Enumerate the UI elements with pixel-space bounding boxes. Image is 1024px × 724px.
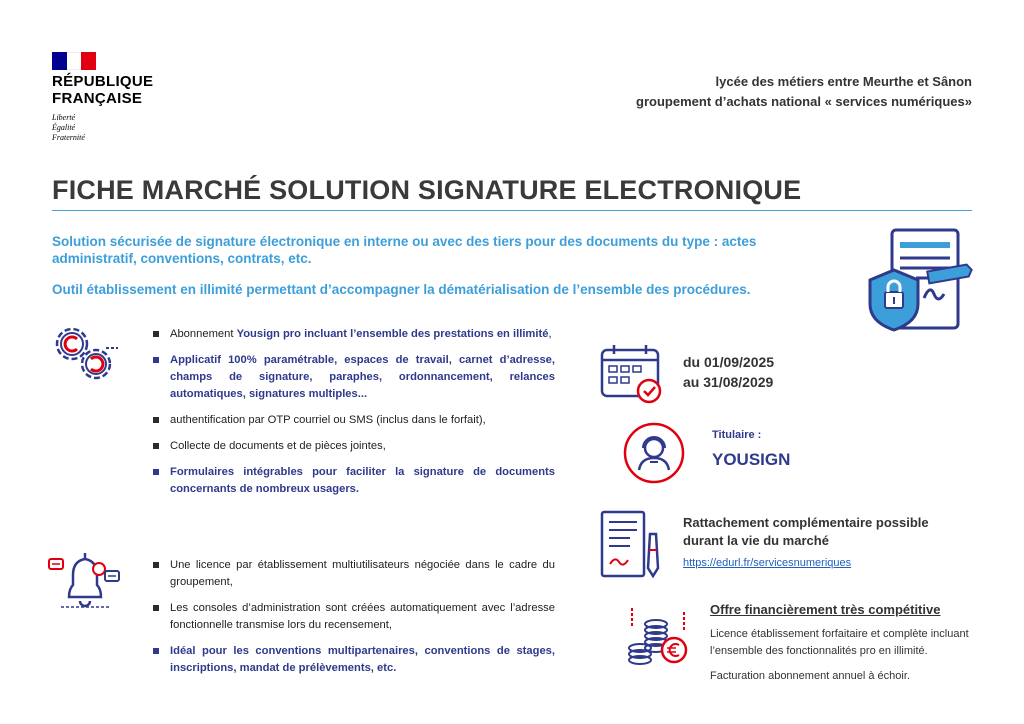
attachment-note (683, 514, 929, 550)
page-title: FICHE MARCHÉ SOLUTION SIGNATURE ELECTRONIQUE (52, 175, 802, 205)
notification-bell-icon (47, 551, 122, 613)
calendar-check-icon (600, 344, 664, 404)
document-signature-icon (868, 228, 973, 333)
brand-name-line2: FRANÇAISE (52, 90, 143, 107)
period-start: du 01/09/2025 (683, 354, 775, 370)
attachment-line2: durant la vie du marché (683, 533, 829, 548)
features-list (150, 326, 555, 507)
attachment-line1: Rattachement complémentaire possible (683, 515, 929, 530)
period-end: au 31/08/2029 (683, 374, 774, 390)
licensing-item-ideal: Idéal pour les conventions multipartenaires, conventions de stages, inscriptions, mandat de prélèvements, etc. (150, 643, 555, 677)
feature-item-configurable: Applicatif 100% paramétrable, espaces de travail, carnet d’adresse, champs de signature, paraphes, ordonnancement, relances automatiques, signatures multiples... (150, 352, 555, 403)
org-line2: groupement d’achats national « services numériques» (636, 94, 972, 109)
holder-label: Titulaire : (712, 429, 762, 441)
intro-paragraph-1: Solution sécurisée de signature électronique en interne ou avec des tiers pour des documents du type : actes administratif, conventions, contrats, etc. (52, 234, 757, 266)
coins-euro-icon (626, 606, 690, 666)
republique-francaise-logo (52, 73, 153, 107)
motto-liberte: Liberté (52, 113, 76, 122)
offer-paragraph-2: Facturation abonnement annuel à échoir. (710, 670, 910, 682)
motto-egalite: Égalité (52, 123, 76, 132)
marianne-flag-logo (52, 52, 96, 70)
licensing-list (150, 557, 555, 686)
organization-header (636, 72, 972, 112)
title-divider (52, 210, 972, 211)
feature-item-forms: Formulaires intégrables pour faciliter la signature de documents concernants de nombreux usagers. (150, 464, 555, 498)
contract-pen-icon (600, 510, 664, 580)
offer-title: Offre financièrement très compétitive (710, 602, 941, 617)
brand-motto (52, 113, 85, 143)
feature-item-collection: Collecte de documents et de pièces jointes, (150, 438, 555, 455)
gears-icon (50, 322, 120, 384)
motto-fraternite: Fraternité (52, 133, 85, 142)
brand-name-line1: RÉPUBLIQUE (52, 73, 154, 90)
offer-description (710, 626, 972, 693)
feature-item-otp: authentification par OTP courriel ou SMS (inclus dans le forfait), (150, 412, 555, 429)
user-headset-icon (623, 422, 685, 484)
services-link[interactable]: https://edurl.fr/servicesnumeriques (683, 557, 852, 569)
intro-paragraph-2: Outil établissement en illimité permettant d’accompagner la dématérialisation de l’ensemble des procédures. (52, 282, 751, 297)
offer-paragraph-1: Licence établissement forfaitaire et complète incluant l’ensemble des fonctionnalités pro en illimité. (710, 628, 969, 657)
holder-name: YOUSIGN (712, 450, 791, 469)
feature-item-subscription: Abonnement Yousign pro incluant l’ensemble des prestations en illimité, (150, 326, 555, 343)
org-line1: lycée des métiers entre Meurthe et Sânon (715, 74, 972, 89)
licensing-item-consoles: Les consoles d’administration sont créées automatiquement avec l’adresse fonctionnelle transmise lors du recensement, (150, 600, 555, 634)
contract-period (683, 352, 774, 392)
licensing-item-license: Une licence par établissement multiutilisateurs négociée dans le cadre du groupement, (150, 557, 555, 591)
